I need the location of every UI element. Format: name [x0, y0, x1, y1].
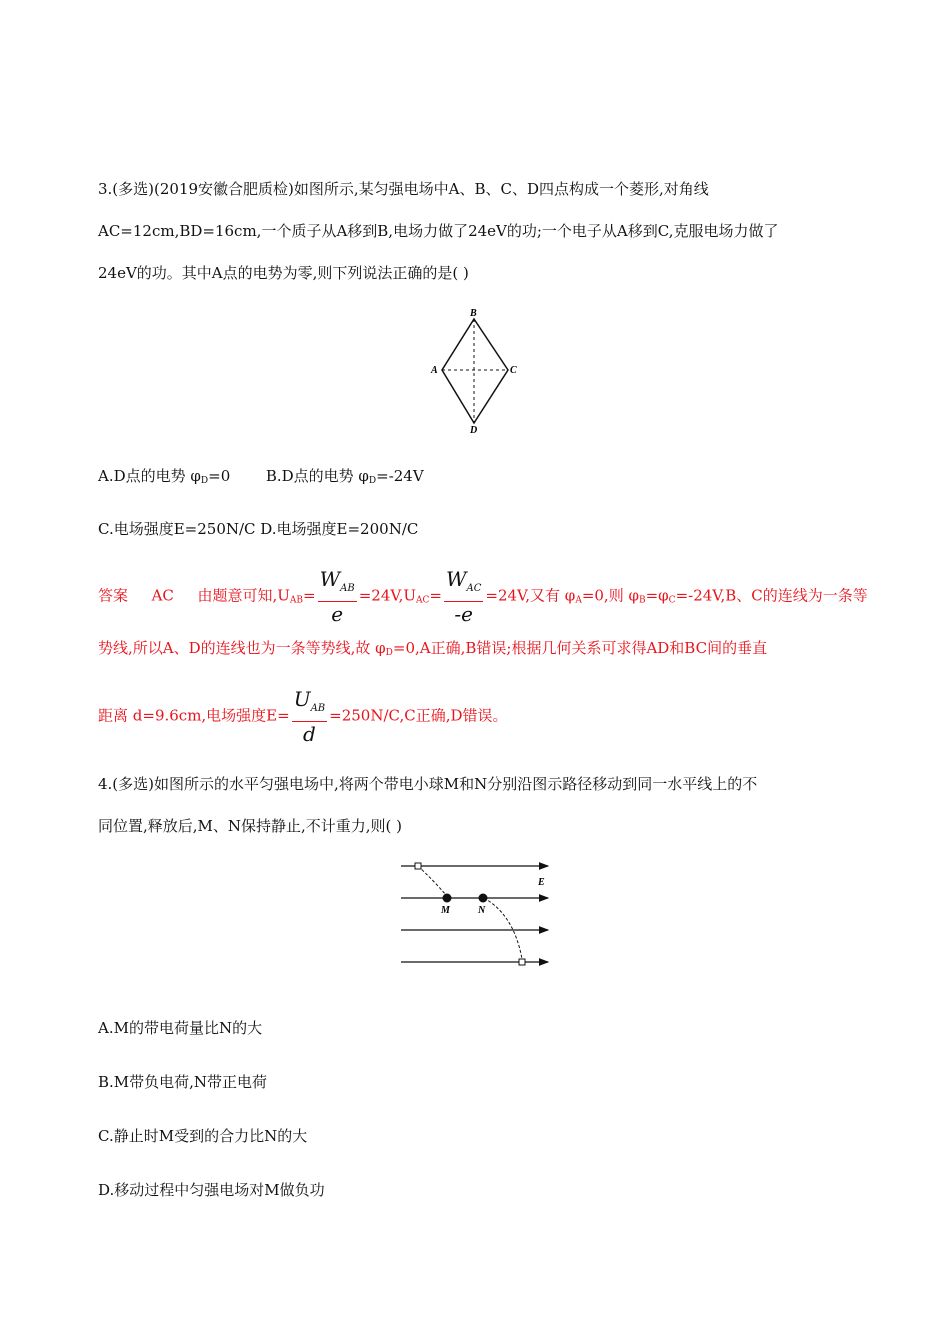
field-figure	[396, 855, 556, 970]
label-b: B	[470, 308, 477, 319]
label-n: N	[478, 905, 486, 916]
answer-value: AC	[151, 586, 174, 605]
answer-line2: 势线,所以A、D的连线也为一条等势线,故 $\varphi_D=0,A$正确,B错误;根据几何关系可求得AD和BC间的垂直	[98, 639, 768, 658]
fraction-uab-over-d: $\frac{U_{AB}}{d}$	[293, 687, 326, 746]
q4-option-a[interactable]: A.M的带电荷量比N的大	[98, 1019, 263, 1037]
label-e: E	[538, 877, 545, 888]
fraction-wab-over-e: $\frac{W_{AB}}{e}$	[319, 567, 355, 626]
q4-stem-line2: 同位置,释放后,M、N保持静止,不计重力,则( )	[98, 817, 403, 835]
q3-options-cd[interactable]: C.电场强度E=250N/C D.电场强度E=200N/C	[98, 520, 419, 538]
start-n	[519, 959, 525, 965]
q4-option-c[interactable]: C.静止时M受到的合力比N的大	[98, 1127, 308, 1145]
q3-stem-line2: AC=12cm,BD=16cm,一个质子从A移到B,电场力做了24eV的功;一个电子从A移到C,克服电场力做了	[98, 222, 779, 240]
q4-option-b[interactable]: B.M带负电荷,N带正电荷	[98, 1073, 268, 1091]
label-a: A	[431, 365, 438, 376]
q3-option-b[interactable]: B.D点的电势 $\varphi_D=-24V$	[265, 467, 424, 486]
q4-stem-line1: 4.(多选)如图所示的水平匀强电场中,将两个带电小球M和N分别沿图示路径移动到同一水平线上的不	[98, 775, 758, 793]
start-m	[415, 863, 421, 869]
ball-n	[479, 894, 488, 903]
q3-stem-line1: 3.(多选)(2019安徽合肥质检)如图所示,某匀强电场中A、B、C、D四点构成一个菱形,对角线	[98, 180, 709, 198]
path-n	[484, 898, 522, 959]
label-c: C	[510, 365, 517, 376]
q4-option-d[interactable]: D.移动过程中匀强电场对M做负功	[98, 1181, 325, 1199]
q3-option-a[interactable]: A.D点的电势 $\varphi_D=0$	[98, 467, 231, 486]
q3-options-ab	[98, 465, 424, 486]
fraction-wac-over-neg-e: $\frac{W_{AC}}{-e}$	[445, 567, 482, 626]
q3-stem-line3: 24eV的功。其中A点的电势为零,则下列说法正确的是( )	[98, 264, 469, 282]
ball-m	[443, 894, 452, 903]
answer-line1: 答案 AC 由题意可知$,U_{AB}=$ $\frac{W_{AB}}{e}$ $=24V,U_{AC}=$ $\frac{W_{AC}}{-e}$ =24V,又有 $\varphi_A=0$,则 $\varphi_B=\varphi_C=-24V,B$、C的连线为一条等	[98, 567, 868, 626]
answer-line3: 距离 d=9.6cm,电场强度E= $\frac{U_{AB}}{d}$ =250N/C,C正确,D错误。	[98, 687, 508, 746]
label-m: M	[441, 905, 450, 916]
label-d: D	[470, 425, 478, 435]
rhombus-figure	[428, 305, 528, 435]
answer-label: 答案	[98, 586, 129, 605]
path-m	[418, 866, 446, 895]
